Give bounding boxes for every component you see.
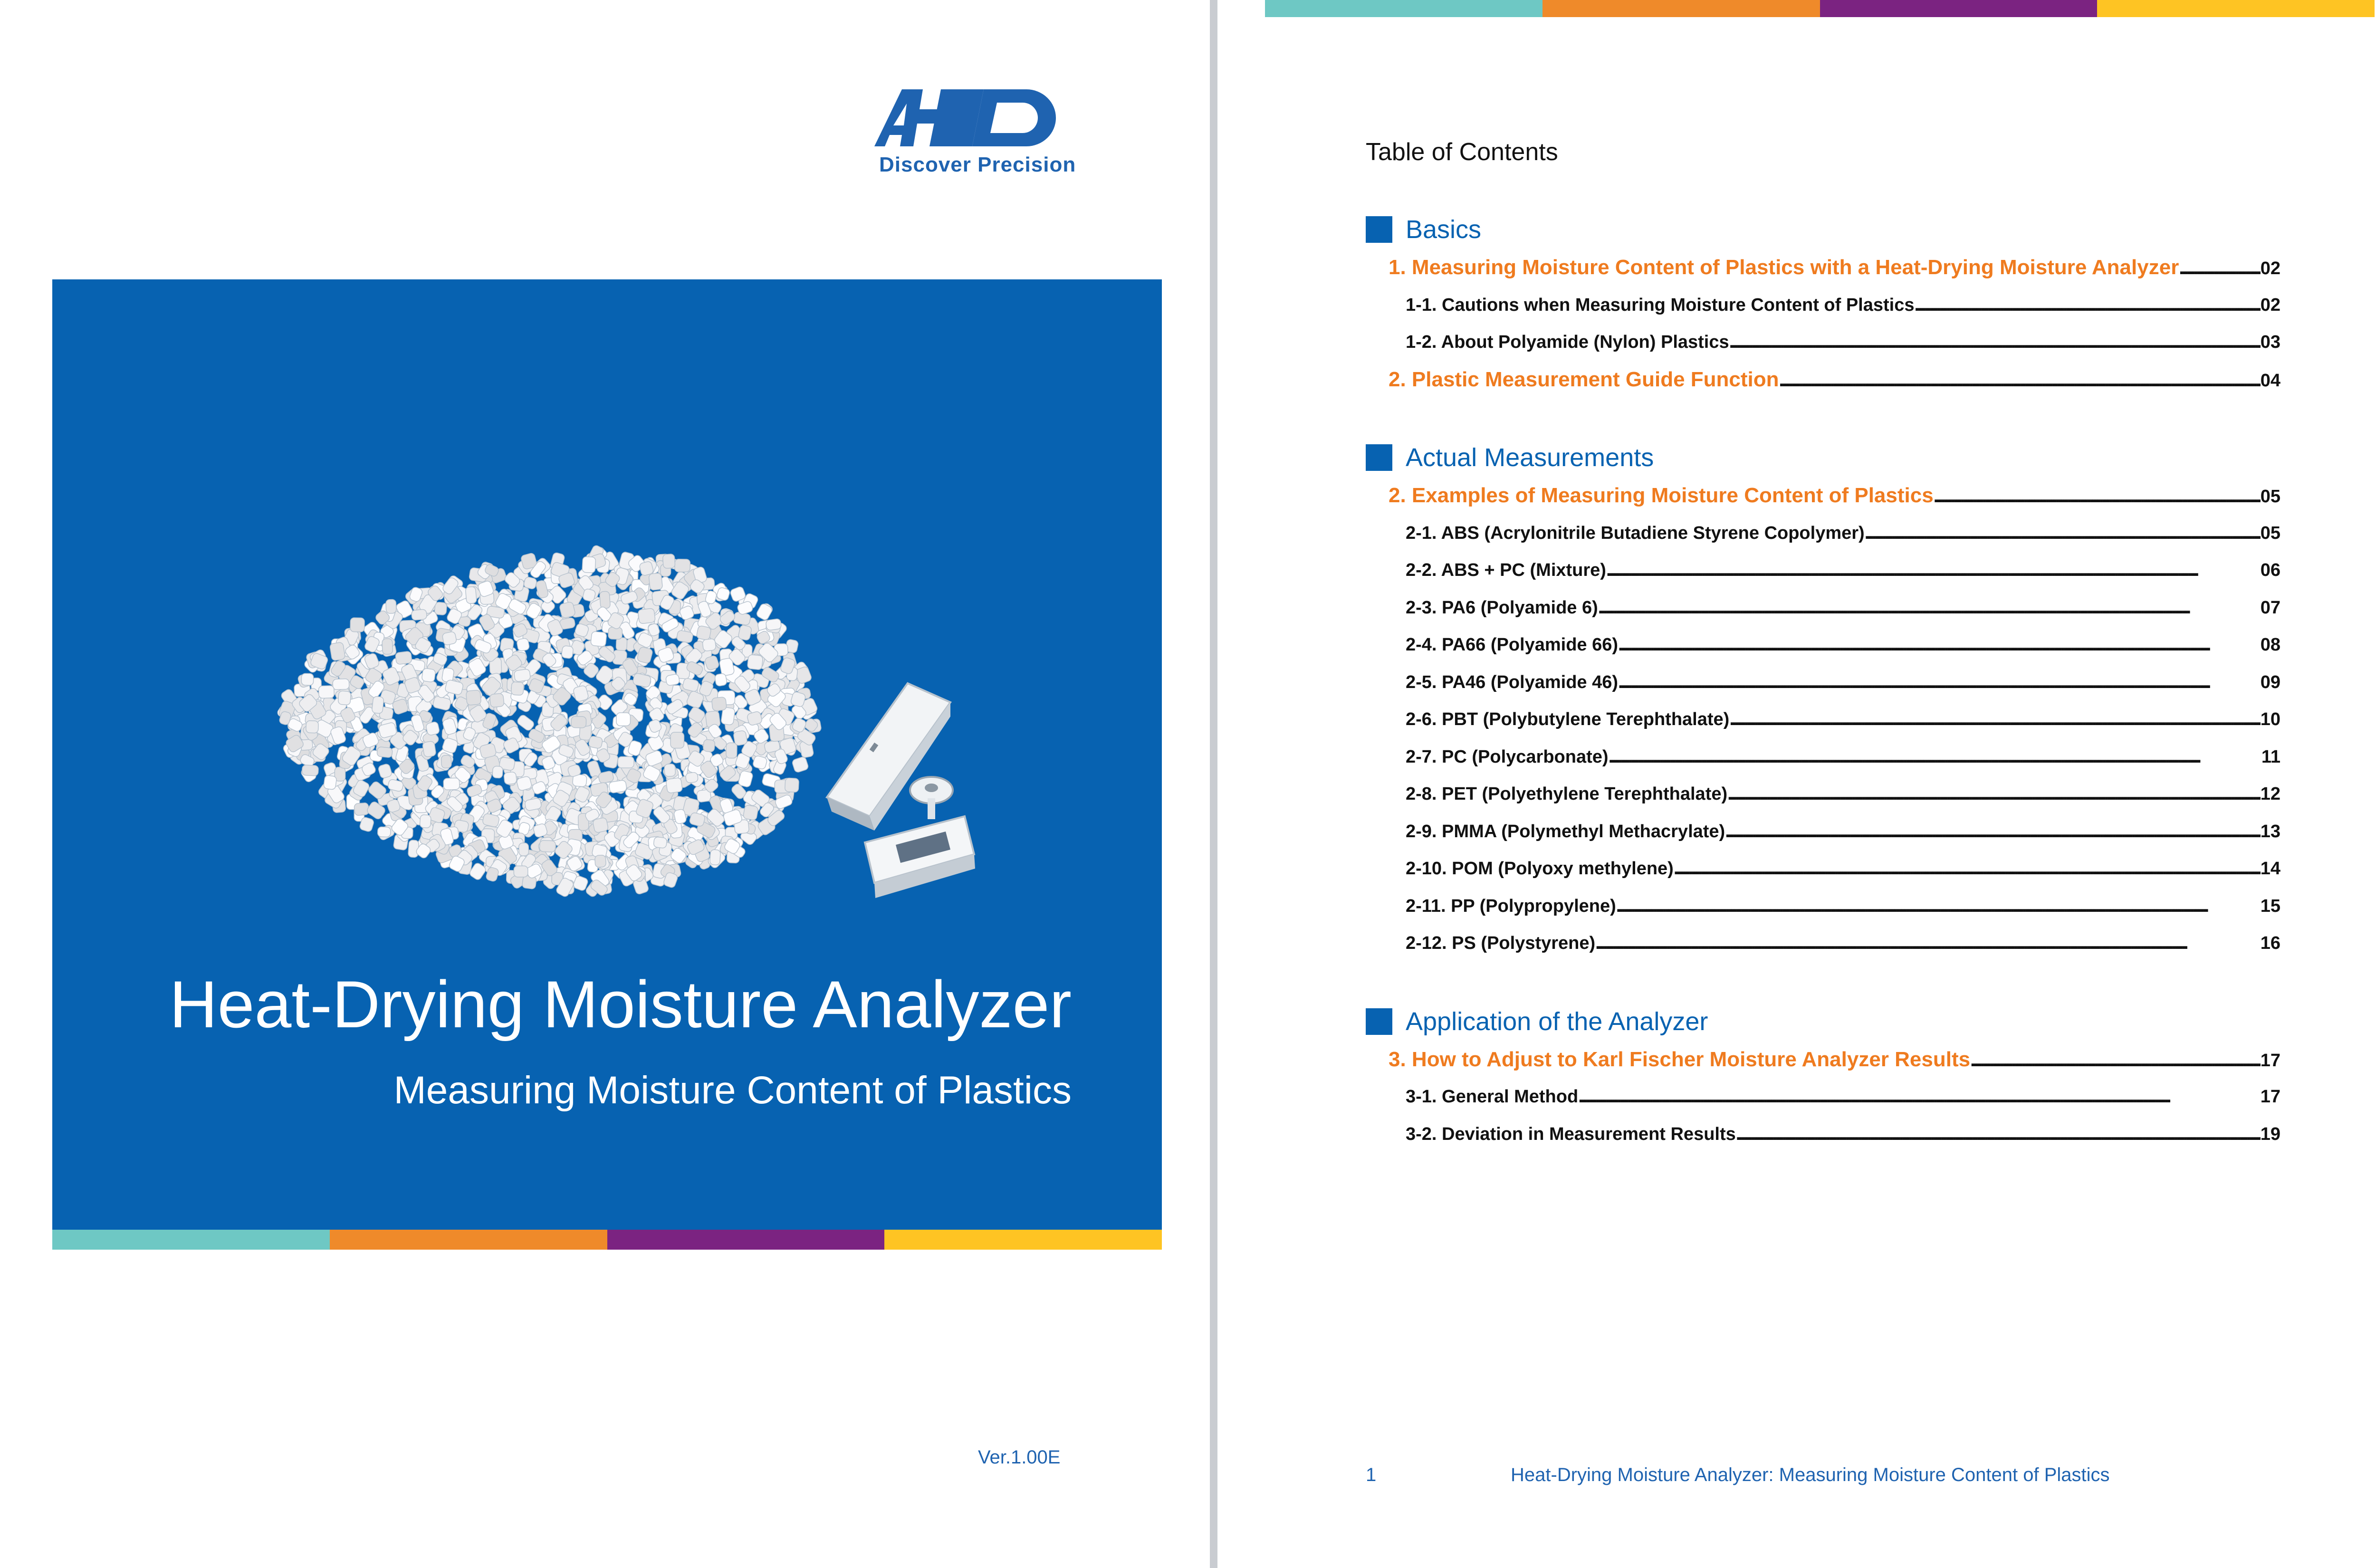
plastic-pellets-icon (261, 507, 841, 935)
toc-section (1366, 213, 2280, 398)
footer-title: Heat-Drying Moisture Analyzer: Measuring Moisture Content of Plastics (1511, 1464, 2110, 1485)
sample-holder-icon (808, 674, 1093, 921)
toc-entry-page: 06 (2260, 560, 2280, 580)
toc-entry-page: 14 (2260, 859, 2280, 879)
toc-entry-title: 3-1. General Method (1406, 1087, 1579, 1107)
toc-entry-page: 17 (2260, 1087, 2280, 1107)
color-stripe (52, 1230, 1162, 1250)
toc-entry-title: 2-3. PA6 (Polyamide 6) (1406, 597, 1598, 618)
toc-entry-page: 09 (2260, 672, 2280, 692)
toc-entry-page: 17 (2260, 1050, 2280, 1071)
dot-leader (1578, 1078, 2261, 1116)
toc-subsection-entry[interactable] (1366, 589, 2280, 627)
toc-subsection-entry[interactable] (1366, 287, 2280, 324)
dot-leader (1970, 1042, 2261, 1079)
toc-subsection-entry[interactable] (1366, 515, 2280, 552)
toc-section-title: Application of the Analyzer (1406, 1007, 1708, 1036)
page-number: 1 (1366, 1464, 1377, 1485)
dot-leader (1606, 552, 2261, 589)
dot-leader (1729, 324, 2261, 361)
toc-entry-title: 2-2. ABS + PC (Mixture) (1406, 560, 1606, 580)
toc-entry-title: 2-11. PP (Polypropylene) (1406, 896, 1616, 916)
toc-entry-page: 08 (2260, 635, 2280, 655)
toc-entry-title: 2-12. PS (Polystyrene) (1406, 933, 1596, 953)
toc-section-title: Actual Measurements (1406, 443, 1654, 472)
toc-subsection-entry[interactable] (1366, 738, 2280, 776)
cover-subtitle: Measuring Moisture Content of Plastics (393, 1069, 1072, 1112)
toc-entry-page: 02 (2260, 258, 2280, 278)
toc-entry-page: 02 (2260, 295, 2280, 315)
toc-entry-page: 13 (2260, 821, 2280, 841)
dot-leader (1914, 287, 2260, 324)
section-square-icon (1366, 216, 1392, 243)
section-square-icon (1366, 1008, 1392, 1035)
section-square-icon (1366, 444, 1392, 471)
toc-subsection-entry[interactable] (1366, 850, 2280, 888)
and-logo-icon (860, 86, 1079, 157)
toc-section (1366, 441, 2280, 962)
toc-entry-page: 15 (2260, 896, 2280, 916)
dot-leader (1609, 738, 2261, 776)
toc-chapter-entry[interactable] (1366, 249, 2280, 287)
toc-section-header (1366, 441, 2280, 474)
toc-entry-page: 03 (2260, 332, 2280, 352)
toc-chapter-entry[interactable] (1366, 477, 2280, 515)
dot-leader (1616, 888, 2261, 925)
toc-subsection-entry[interactable] (1366, 324, 2280, 361)
stripe-teal (52, 1230, 330, 1250)
stripe-orange (1542, 0, 1820, 17)
toc-page (1217, 0, 2376, 1568)
dot-leader (1729, 701, 2260, 738)
color-stripe (1265, 0, 2375, 17)
dot-leader (2179, 250, 2260, 287)
toc-entry-title: 1. Measuring Moisture Content of Plastics with a Heat-Drying Moisture Analyzer (1389, 256, 2179, 279)
toc-subsection-entry[interactable] (1366, 925, 2280, 962)
toc-chapter-entry[interactable] (1366, 1041, 2280, 1079)
toc-body (1366, 213, 2280, 1195)
cover-title: Heat-Drying Moisture Analyzer (169, 967, 1072, 1042)
toc-subsection-entry[interactable] (1366, 1078, 2280, 1116)
toc-entry-page: 12 (2260, 784, 2280, 804)
toc-heading: Table of Contents (1366, 138, 1558, 166)
toc-chapter-entry[interactable] (1366, 361, 2280, 399)
toc-entry-page: 04 (2260, 370, 2280, 391)
cover-panel (52, 279, 1162, 1230)
toc-section (1366, 1005, 2280, 1153)
dot-leader (1736, 1116, 2261, 1153)
dot-leader (1779, 362, 2261, 399)
stripe-yellow (884, 1230, 1162, 1250)
stripe-teal (1265, 0, 1542, 17)
toc-subsection-entry[interactable] (1366, 775, 2280, 813)
stripe-purple (1820, 0, 2098, 17)
toc-entry-title: 2-9. PMMA (Polymethyl Methacrylate) (1406, 821, 1725, 841)
toc-section-header (1366, 1005, 2280, 1038)
dot-leader (1725, 813, 2261, 851)
dot-leader (1598, 589, 2261, 627)
toc-entry-title: 2-4. PA66 (Polyamide 66) (1406, 635, 1619, 655)
toc-entry-title: 1-2. About Polyamide (Nylon) Plastics (1406, 332, 1729, 352)
toc-entry-page: 10 (2260, 709, 2280, 729)
toc-entry-title: 1-1. Cautions when Measuring Moisture Content of Plastics (1406, 295, 1915, 315)
toc-section-header (1366, 213, 2280, 246)
toc-entry-title: 2-6. PBT (Polybutylene Terephthalate) (1406, 709, 1730, 729)
toc-entry-title: 2-1. ABS (Acrylonitrile Butadiene Styrene Copolymer) (1406, 523, 1865, 543)
toc-subsection-entry[interactable] (1366, 813, 2280, 851)
toc-subsection-entry[interactable] (1366, 888, 2280, 925)
version-label: Ver.1.00E (978, 1447, 1061, 1468)
toc-entry-page: 19 (2260, 1124, 2280, 1144)
dot-leader (1934, 478, 2261, 515)
toc-section-title: Basics (1406, 215, 1482, 244)
toc-entry-title: 2-7. PC (Polycarbonate) (1406, 746, 1609, 767)
toc-entry-page: 11 (2261, 746, 2280, 767)
logo-tagline: Discover Precision (879, 153, 1076, 176)
toc-entry-title: 2-8. PET (Polyethylene Terephthalate) (1406, 784, 1728, 804)
stripe-yellow (2097, 0, 2375, 17)
dot-leader (1674, 850, 2261, 888)
toc-entry-title: 3. How to Adjust to Karl Fischer Moisture Analyzer Results (1389, 1047, 1971, 1071)
dot-leader (1727, 775, 2261, 813)
toc-entry-page: 05 (2260, 523, 2280, 543)
toc-subsection-entry[interactable] (1366, 701, 2280, 738)
toc-subsection-entry[interactable] (1366, 1116, 2280, 1153)
dot-leader (1595, 925, 2261, 962)
dot-leader (1618, 626, 2261, 664)
toc-entry-page: 07 (2260, 597, 2280, 618)
stripe-orange (330, 1230, 607, 1250)
stripe-purple (607, 1230, 885, 1250)
toc-subsection-entry[interactable] (1366, 664, 2280, 701)
toc-entry-title: 2-10. POM (Polyoxy methylene) (1406, 859, 1674, 879)
brand-logo (860, 86, 1079, 185)
toc-subsection-entry[interactable] (1366, 552, 2280, 589)
toc-entry-title: 2. Examples of Measuring Moisture Content of Plastics (1389, 484, 1934, 507)
dot-leader (1865, 515, 2261, 552)
dot-leader (1618, 664, 2261, 701)
toc-entry-title: 2-5. PA46 (Polyamide 46) (1406, 672, 1619, 692)
toc-entry-page: 16 (2260, 933, 2280, 953)
toc-entry-title: 3-2. Deviation in Measurement Results (1406, 1124, 1736, 1144)
toc-entry-title: 2. Plastic Measurement Guide Function (1389, 367, 1779, 391)
toc-entry-page: 05 (2260, 487, 2280, 507)
toc-subsection-entry[interactable] (1366, 626, 2280, 664)
